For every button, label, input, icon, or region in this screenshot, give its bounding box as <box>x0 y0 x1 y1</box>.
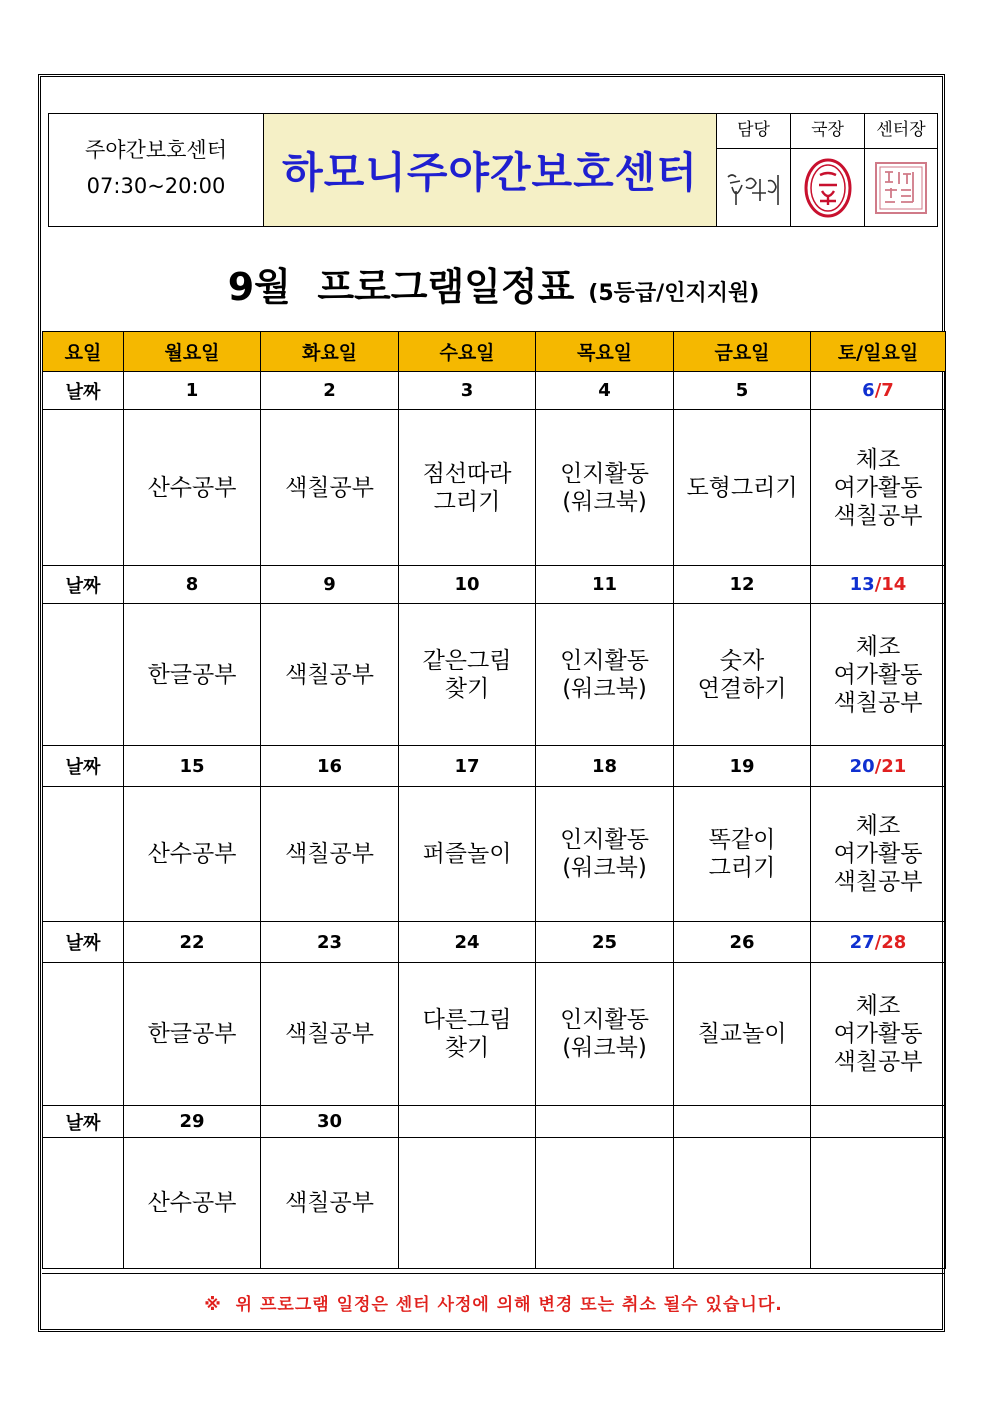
program-cell <box>811 410 946 566</box>
program-name: 인지활동 <box>560 1007 649 1033</box>
schedule-notice: ※ 위 프로그램 일정은 센터 사정에 의해 변경 또는 취소 될수 있습니다. <box>204 1295 783 1315</box>
program-name: 여가활동 <box>833 841 923 867</box>
handwritten-signature <box>722 163 786 213</box>
header-tuesday: 화요일 <box>261 332 399 372</box>
program-cell <box>536 410 674 566</box>
sunday-date: 21 <box>881 755 907 777</box>
saturday-date: 20 <box>849 755 875 777</box>
approval-staff <box>716 113 791 227</box>
date-cell: 30 <box>261 1106 399 1138</box>
program-cell <box>399 963 536 1106</box>
approval-director <box>790 113 865 227</box>
program-name: 색칠공부 <box>833 1049 923 1075</box>
weekend-date-cell <box>811 566 946 604</box>
signature-staff <box>717 149 790 227</box>
program-name: 색칠공부 <box>833 689 923 716</box>
program-name: 색칠공부 <box>285 1190 374 1216</box>
date-cell <box>536 1106 674 1138</box>
program-cell <box>261 410 399 566</box>
schedule-title <box>42 256 945 311</box>
program-name: 색칠공부 <box>285 841 374 867</box>
program-cell <box>536 963 674 1106</box>
date-cell: 19 <box>674 746 811 787</box>
date-separator: / <box>874 380 882 401</box>
date-cell: 15 <box>124 746 261 787</box>
program-name: 색칠공부 <box>833 502 923 529</box>
approval-label: 담당 <box>717 114 790 149</box>
header-monday: 월요일 <box>124 332 261 372</box>
program-cell <box>399 410 536 566</box>
sunday-date: 14 <box>881 574 907 595</box>
program-name: (워크북) <box>562 855 647 881</box>
weekend-date-cell <box>811 922 946 963</box>
date-cell: 25 <box>536 922 674 963</box>
weekend-date-cell <box>811 1106 946 1138</box>
saturday-date: 27 <box>849 931 875 953</box>
header-friday: 금요일 <box>674 332 811 372</box>
program-name: 여가활동 <box>833 661 923 688</box>
program-name: 여가활동 <box>833 1021 923 1047</box>
date-cell: 18 <box>536 746 674 787</box>
date-label: 날짜 <box>43 1106 124 1138</box>
date-cell: 8 <box>124 566 261 604</box>
approval-label: 센터장 <box>865 114 937 149</box>
program-name: 그리기 <box>708 855 776 881</box>
date-row <box>43 372 946 410</box>
saturday-date: 6 <box>862 380 875 401</box>
program-cell <box>674 1138 811 1269</box>
date-separator: / <box>874 574 882 595</box>
program-name: 점선따라 <box>422 460 512 487</box>
program-cell <box>261 787 399 922</box>
header-day: 요일 <box>43 332 124 372</box>
weekday-header-row <box>43 332 946 372</box>
date-label: 날짜 <box>43 372 124 410</box>
program-name: 퍼즐놀이 <box>422 841 512 867</box>
program-label-cell <box>43 604 124 746</box>
date-cell: 2 <box>261 372 399 410</box>
date-row <box>43 922 946 963</box>
date-cell: 4 <box>536 372 674 410</box>
program-name: 색칠공부 <box>833 869 923 895</box>
program-cell <box>261 604 399 746</box>
program-name: 색칠공부 <box>285 1021 374 1047</box>
program-row <box>43 787 946 922</box>
center-name-small: 주야간보호센터 <box>84 138 227 162</box>
program-name: 산수공부 <box>147 474 237 501</box>
program-cell <box>811 963 946 1106</box>
program-cell <box>399 1138 536 1269</box>
weekend-date-cell <box>811 746 946 787</box>
date-label: 날짜 <box>43 566 124 604</box>
program-name: 도형그리기 <box>686 474 798 501</box>
date-row <box>43 566 946 604</box>
program-label-cell <box>43 787 124 922</box>
date-separator: / <box>874 755 882 777</box>
date-label: 날짜 <box>43 746 124 787</box>
center-title: 하모니주야간보호센터 <box>263 113 717 227</box>
date-cell: 24 <box>399 922 536 963</box>
program-cell <box>124 1138 261 1269</box>
weekend-date-cell <box>811 372 946 410</box>
program-row <box>43 1138 946 1269</box>
program-name: 똑같이 <box>708 827 776 853</box>
program-name: 체조 <box>855 993 901 1019</box>
program-name: 색칠공부 <box>285 474 374 501</box>
date-cell: 17 <box>399 746 536 787</box>
program-name: 연결하기 <box>697 675 787 702</box>
program-schedule-table <box>42 331 946 1269</box>
operating-hours: 07:30~20:00 <box>86 174 226 198</box>
program-name: 인지활동 <box>560 647 649 674</box>
program-cell <box>674 787 811 922</box>
program-name: (워크북) <box>562 1035 647 1061</box>
date-cell: 5 <box>674 372 811 410</box>
program-name: 체조 <box>855 813 901 839</box>
saturday-date: 13 <box>849 574 875 595</box>
date-cell: 16 <box>261 746 399 787</box>
program-name: 인지활동 <box>560 827 649 853</box>
notice-divider <box>42 1273 945 1274</box>
stamp-center-head <box>865 149 937 227</box>
program-name: 색칠공부 <box>285 661 374 688</box>
date-row <box>43 746 946 787</box>
program-name: 숫자 <box>719 647 765 674</box>
program-cell <box>261 963 399 1106</box>
program-cell <box>674 410 811 566</box>
approval-center-head <box>864 113 938 227</box>
program-name: 같은그림 <box>422 647 512 674</box>
program-row <box>43 963 946 1106</box>
date-label: 날짜 <box>43 922 124 963</box>
program-label-cell <box>43 410 124 566</box>
date-cell: 11 <box>536 566 674 604</box>
program-cell <box>811 1138 946 1269</box>
date-cell: 23 <box>261 922 399 963</box>
program-cell <box>124 604 261 746</box>
program-cell <box>261 1138 399 1269</box>
program-cell <box>674 963 811 1106</box>
program-cell <box>811 787 946 922</box>
program-name: 그리기 <box>433 488 501 515</box>
program-cell <box>399 787 536 922</box>
approval-label: 국장 <box>791 114 864 149</box>
program-name: 찾기 <box>444 675 490 702</box>
program-name: 칠교놀이 <box>697 1021 787 1047</box>
date-cell <box>674 1106 811 1138</box>
program-name: 다른그림 <box>422 1007 512 1033</box>
date-cell: 1 <box>124 372 261 410</box>
date-separator: / <box>874 931 882 953</box>
program-cell <box>399 604 536 746</box>
program-cell <box>124 410 261 566</box>
program-name: 인지활동 <box>560 460 649 487</box>
schedule-title-main: 9월 프로그램일정표 <box>227 265 575 309</box>
program-label-cell <box>43 1138 124 1269</box>
date-cell: 29 <box>124 1106 261 1138</box>
program-name: 체조 <box>855 446 901 473</box>
sunday-date: 28 <box>881 931 907 953</box>
program-label-cell <box>43 963 124 1106</box>
header-weekend: 토/일요일 <box>811 332 946 372</box>
program-cell <box>674 604 811 746</box>
date-cell: 12 <box>674 566 811 604</box>
program-name: 찾기 <box>444 1035 490 1061</box>
program-name: 체조 <box>855 633 901 660</box>
square-seal-icon <box>873 160 929 216</box>
program-name: 산수공부 <box>147 841 237 867</box>
date-cell: 26 <box>674 922 811 963</box>
program-cell <box>124 963 261 1106</box>
program-name: (워크북) <box>562 488 647 515</box>
date-row <box>43 1106 946 1138</box>
header-thursday: 목요일 <box>536 332 674 372</box>
header-wednesday: 수요일 <box>399 332 536 372</box>
program-cell <box>811 604 946 746</box>
program-name: 한글공부 <box>147 661 237 688</box>
program-name: 여가활동 <box>833 474 923 501</box>
seal-stamp-icon <box>802 157 854 219</box>
center-info-box <box>48 113 264 227</box>
program-name: 한글공부 <box>147 1021 237 1047</box>
date-cell: 3 <box>399 372 536 410</box>
program-cell <box>536 1138 674 1269</box>
program-cell <box>124 787 261 922</box>
program-cell <box>536 787 674 922</box>
program-name: (워크북) <box>562 675 647 702</box>
date-cell <box>399 1106 536 1138</box>
program-row <box>43 410 946 566</box>
date-cell: 10 <box>399 566 536 604</box>
date-cell: 22 <box>124 922 261 963</box>
stamp-director <box>791 149 864 227</box>
program-name: 산수공부 <box>147 1190 237 1216</box>
sunday-date: 7 <box>881 380 894 401</box>
program-cell <box>536 604 674 746</box>
date-cell: 9 <box>261 566 399 604</box>
schedule-title-sub: (5등급/인지지원) <box>588 281 760 306</box>
program-row <box>43 604 946 746</box>
